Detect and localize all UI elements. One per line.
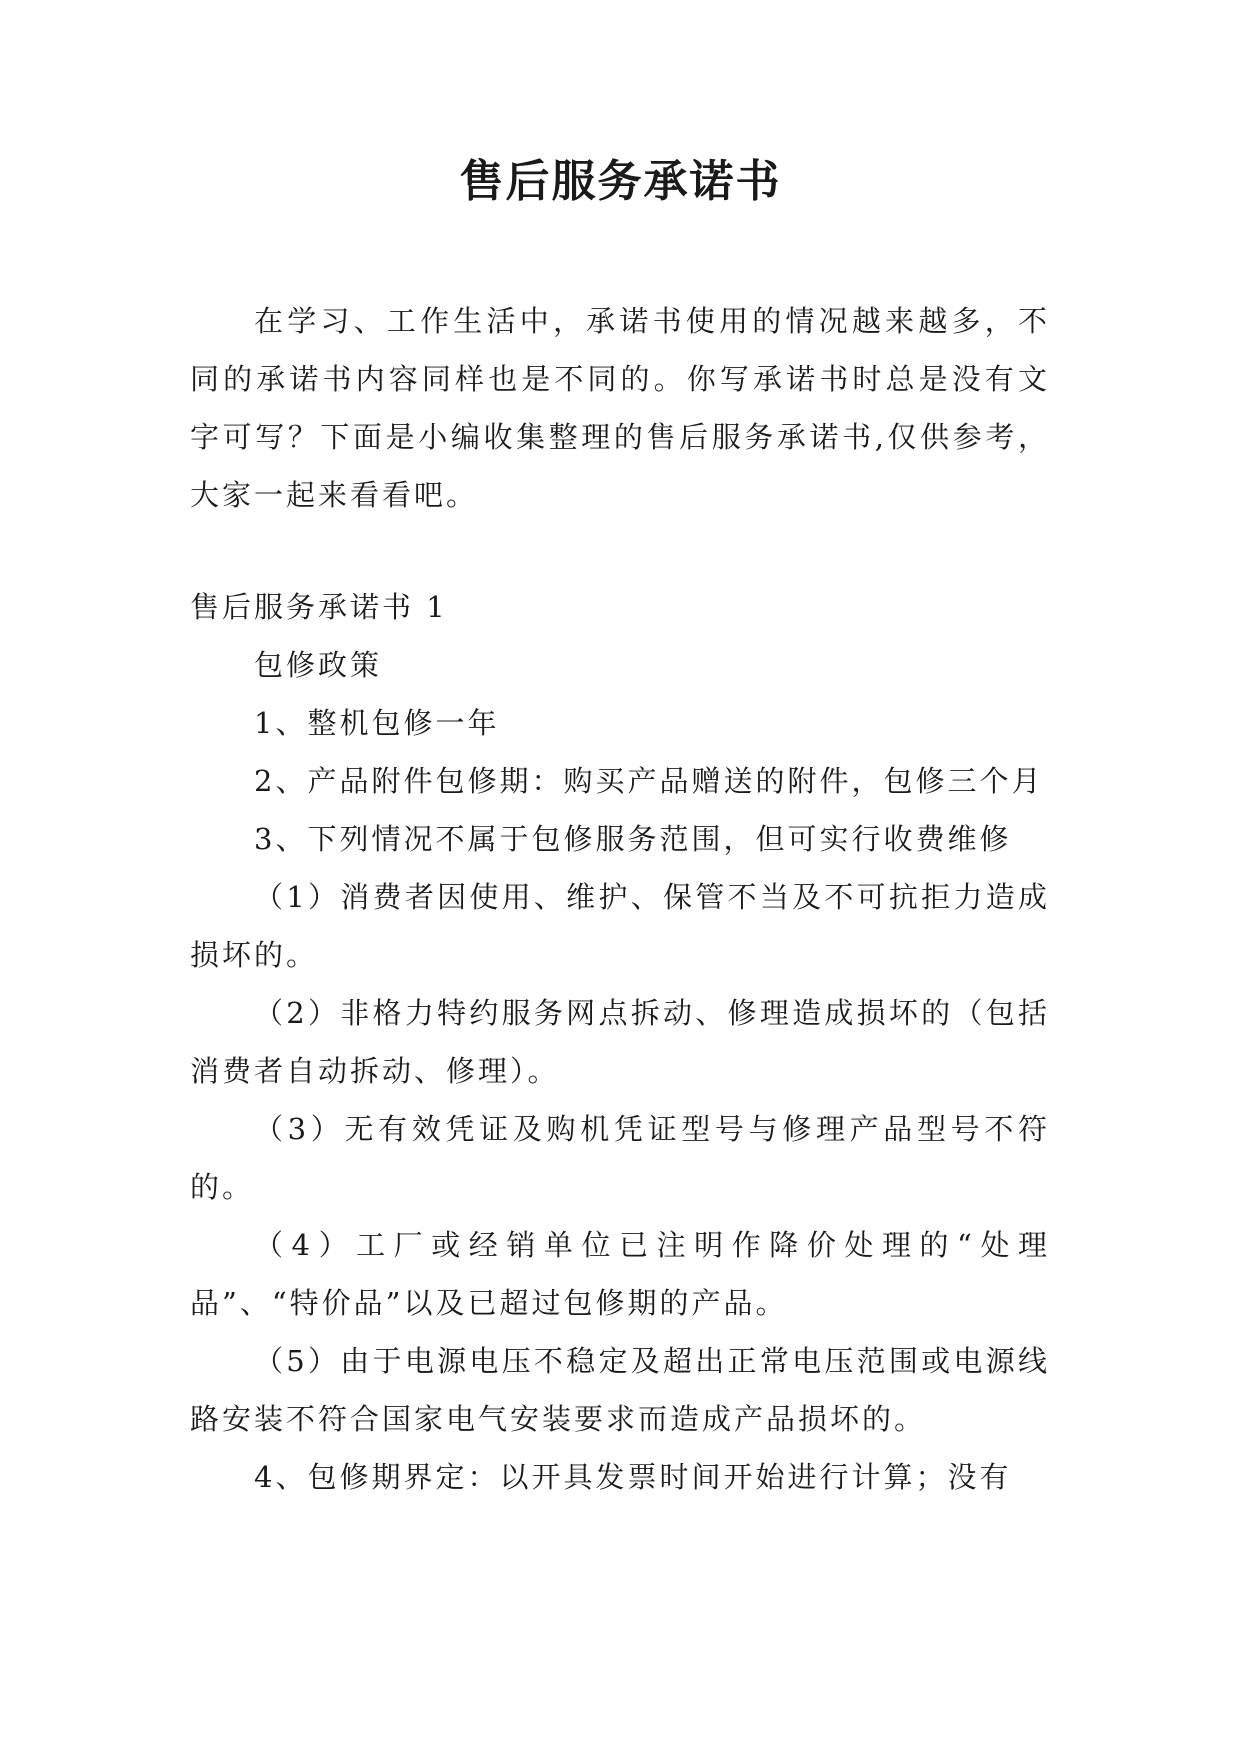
section-1 [190,578,1050,1506]
list-item: （4）工厂或经销单位已注明作降价处理的“处理品”、“特价品”以及已超过包修期的产品。 [190,1228,1050,1320]
list-item: 1、整机包修一年 [254,706,500,740]
list-item: 2、产品附件包修期：购买产品赠送的附件，包修三个月 [254,764,1044,798]
list-item: 3、下列情况不属于包修服务范围，但可实行收费维修 [254,822,1012,856]
list-item: （1）消费者因使用、维护、保管不当及不可抗拒力造成损坏的。 [190,880,1050,972]
list-item: （3）无有效凭证及购机凭证型号与修理产品型号不符的。 [190,1112,1050,1204]
document-title: 售后服务承诺书 [459,156,782,207]
section-heading: 售后服务承诺书 1 [190,590,448,624]
list-item: （5）由于电源电压不稳定及超出正常电压范围或电源线路安装不符合国家电气安装要求而造成产品损坏的。 [190,1344,1050,1436]
list-item: （2）非格力特约服务网点拆动、修理造成损坏的（包括消费者自动拆动、修理）。 [190,996,1050,1088]
policy-heading: 包修政策 [254,648,383,682]
list-item: 4、包修期界定：以开具发票时间开始进行计算；没有 [254,1460,1012,1494]
intro-paragraph: 在学习、工作生活中，承诺书使用的情况越来越多，不同的承诺书内容同样也是不同的。你写承诺书时总是没有文字可写？下面是小编收集整理的售后服务承诺书,仅供参考，大家一起来看看吧。 [190,304,1050,512]
